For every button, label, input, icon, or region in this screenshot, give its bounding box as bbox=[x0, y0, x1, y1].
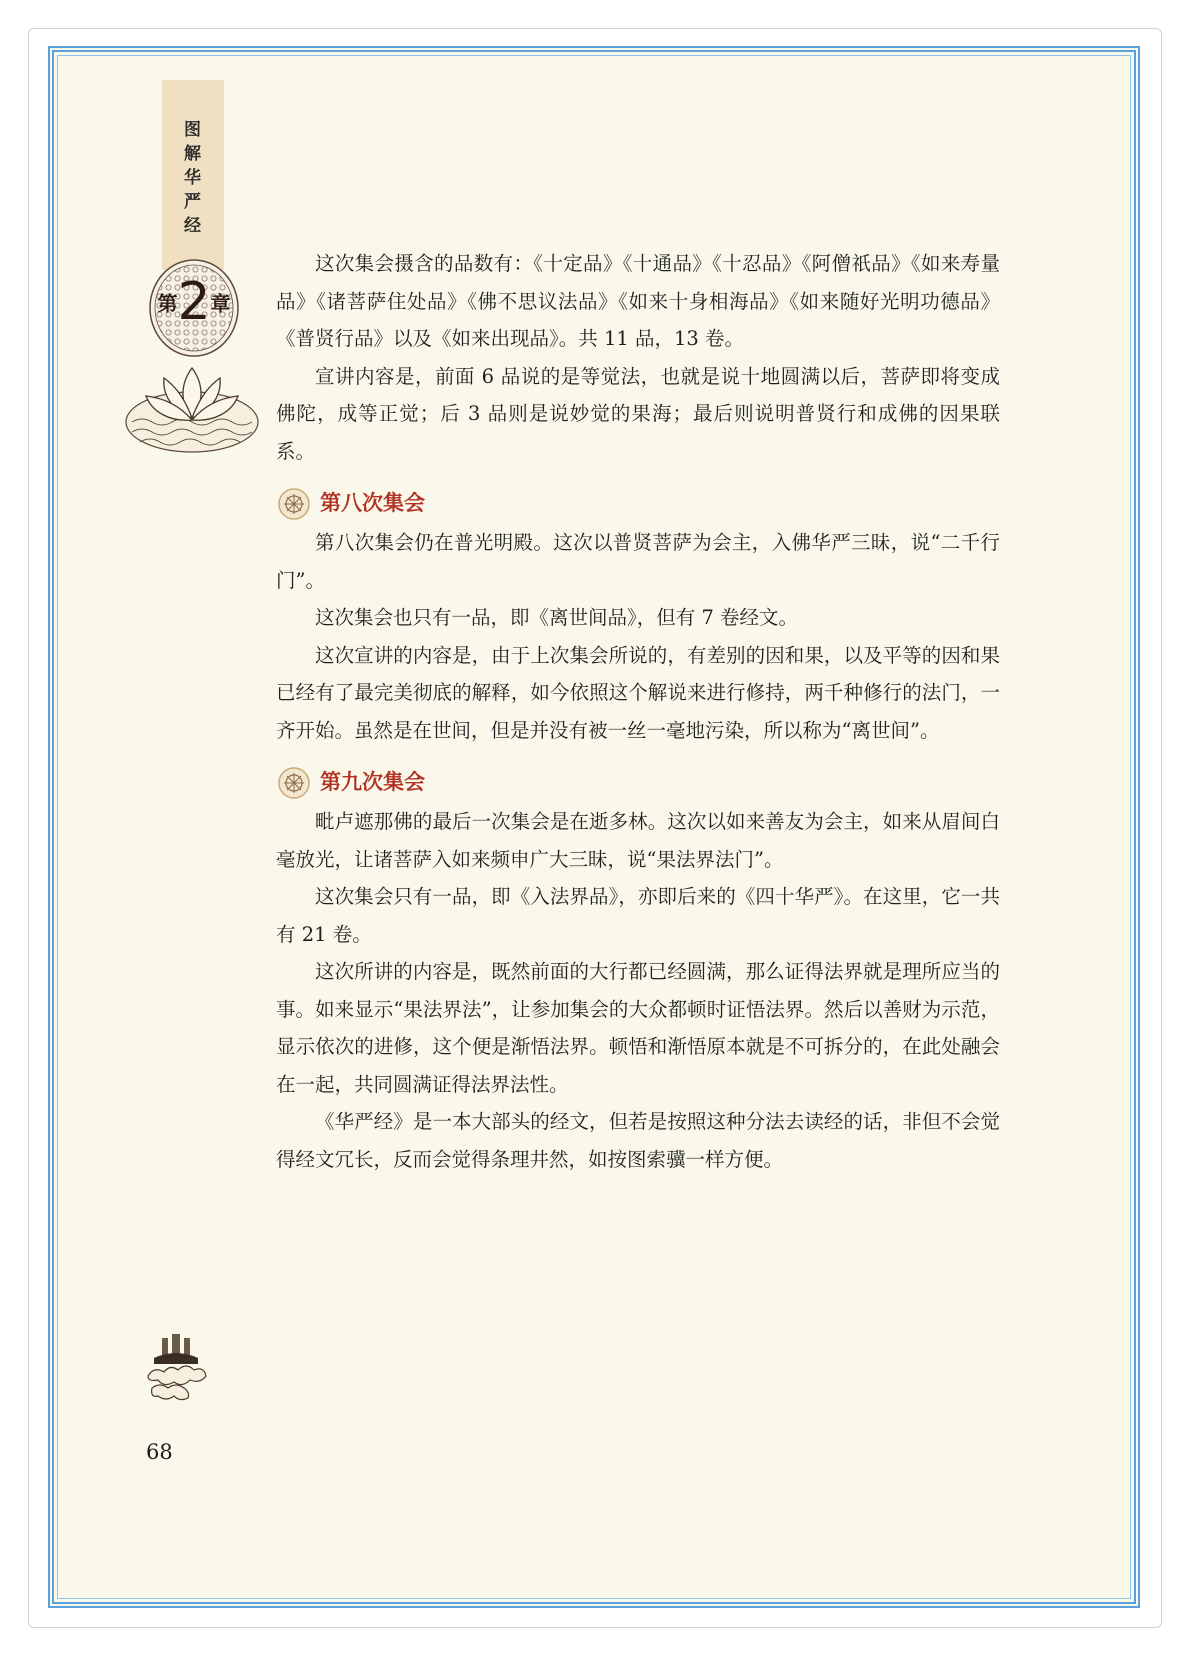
chapter-suffix: 章 bbox=[210, 291, 231, 316]
chapter-prefix: 第 bbox=[157, 291, 178, 316]
book-title-char: 图 bbox=[184, 120, 202, 140]
section-title: 第九次集会 bbox=[320, 770, 425, 795]
dharma-wheel-icon bbox=[276, 765, 312, 801]
page-number: 68 bbox=[146, 1440, 173, 1464]
chapter-number: 2 bbox=[177, 272, 211, 332]
paragraph: 第八次集会仍在普光明殿。这次以普贤菩萨为会主，入佛华严三昧，说“二千行门”。 bbox=[276, 531, 1000, 592]
paragraph: 宣讲内容是，前面 6 品说的是等觉法，也就是说十地圆满以后，菩萨即将变成佛陀，成等正觉；后 3 品则是说妙觉的果海；最后则说明普贤行和成佛的因果联系。 bbox=[276, 364, 1000, 463]
paragraph: 毗卢遮那佛的最后一次集会是在逝多林。这次以如来善友为会主，如来从眉间白毫放光，让诸菩萨入如来频申广大三昧，说“果法界法门”。 bbox=[276, 810, 1000, 871]
paragraph: 这次所讲的内容是，既然前面的大行都已经圆满，那么证得法界就是理所应当的事。如来显示“果法界法”，让参加集会的大众都顿时证悟法界。然后以善财为示范，显示依次的进修，这个便是渐悟法界。顿悟和渐悟原本就是不可拆分的，在此处融会在一起，共同圆满证得法界法性。 bbox=[276, 960, 1000, 1096]
book-title-char: 华 bbox=[184, 168, 202, 188]
chapter-label bbox=[146, 272, 242, 332]
dharma-wheel-icon bbox=[276, 486, 312, 522]
main-text bbox=[276, 245, 1000, 1178]
paragraph: 这次集会摄含的品数有：《十定品》《十通品》《十忍品》《阿僧祇品》《如来寿量品》《诸菩萨住处品》《佛不思议法品》《如来十身相海品》《如来随好光明功德品》《普贤行品》以及《如来出现品》。共 11 品，13 卷。 bbox=[276, 252, 1000, 350]
paragraph: 《华严经》是一本大部头的经文，但若是按照这种分法去读经的话，非但不会觉得经文冗长，反而会觉得条理井然，如按图索骥一样方便。 bbox=[276, 1110, 1000, 1171]
paragraph: 这次集会也只有一品，即《离世间品》，但有 7 卷经文。 bbox=[315, 606, 799, 629]
book-title bbox=[162, 118, 224, 238]
section-heading-9 bbox=[276, 763, 1000, 803]
lotus-icon bbox=[122, 360, 262, 460]
book-title-char: 经 bbox=[184, 216, 202, 236]
book-title-tab bbox=[162, 80, 224, 270]
section-heading-8 bbox=[276, 484, 1000, 524]
cloud-palace-ornament-icon bbox=[140, 1330, 212, 1410]
paragraph: 这次宣讲的内容是，由于上次集会所说的，有差别的因和果，以及平等的因和果已经有了最完美彻底的解释，如今依照这个解说来进行修持，两千种修行的法门，一齐开始。虽然是在世间，但是并没有被一丝一毫地污染，所以称为“离世间”。 bbox=[276, 643, 1000, 742]
book-title-char: 解 bbox=[184, 144, 202, 164]
section-title: 第八次集会 bbox=[320, 491, 425, 516]
book-title-char: 严 bbox=[184, 192, 202, 212]
paragraph: 这次集会只有一品，即《入法界品》，亦即后来的《四十华严》。在这里，它一共有 21 卷。 bbox=[276, 885, 1000, 946]
